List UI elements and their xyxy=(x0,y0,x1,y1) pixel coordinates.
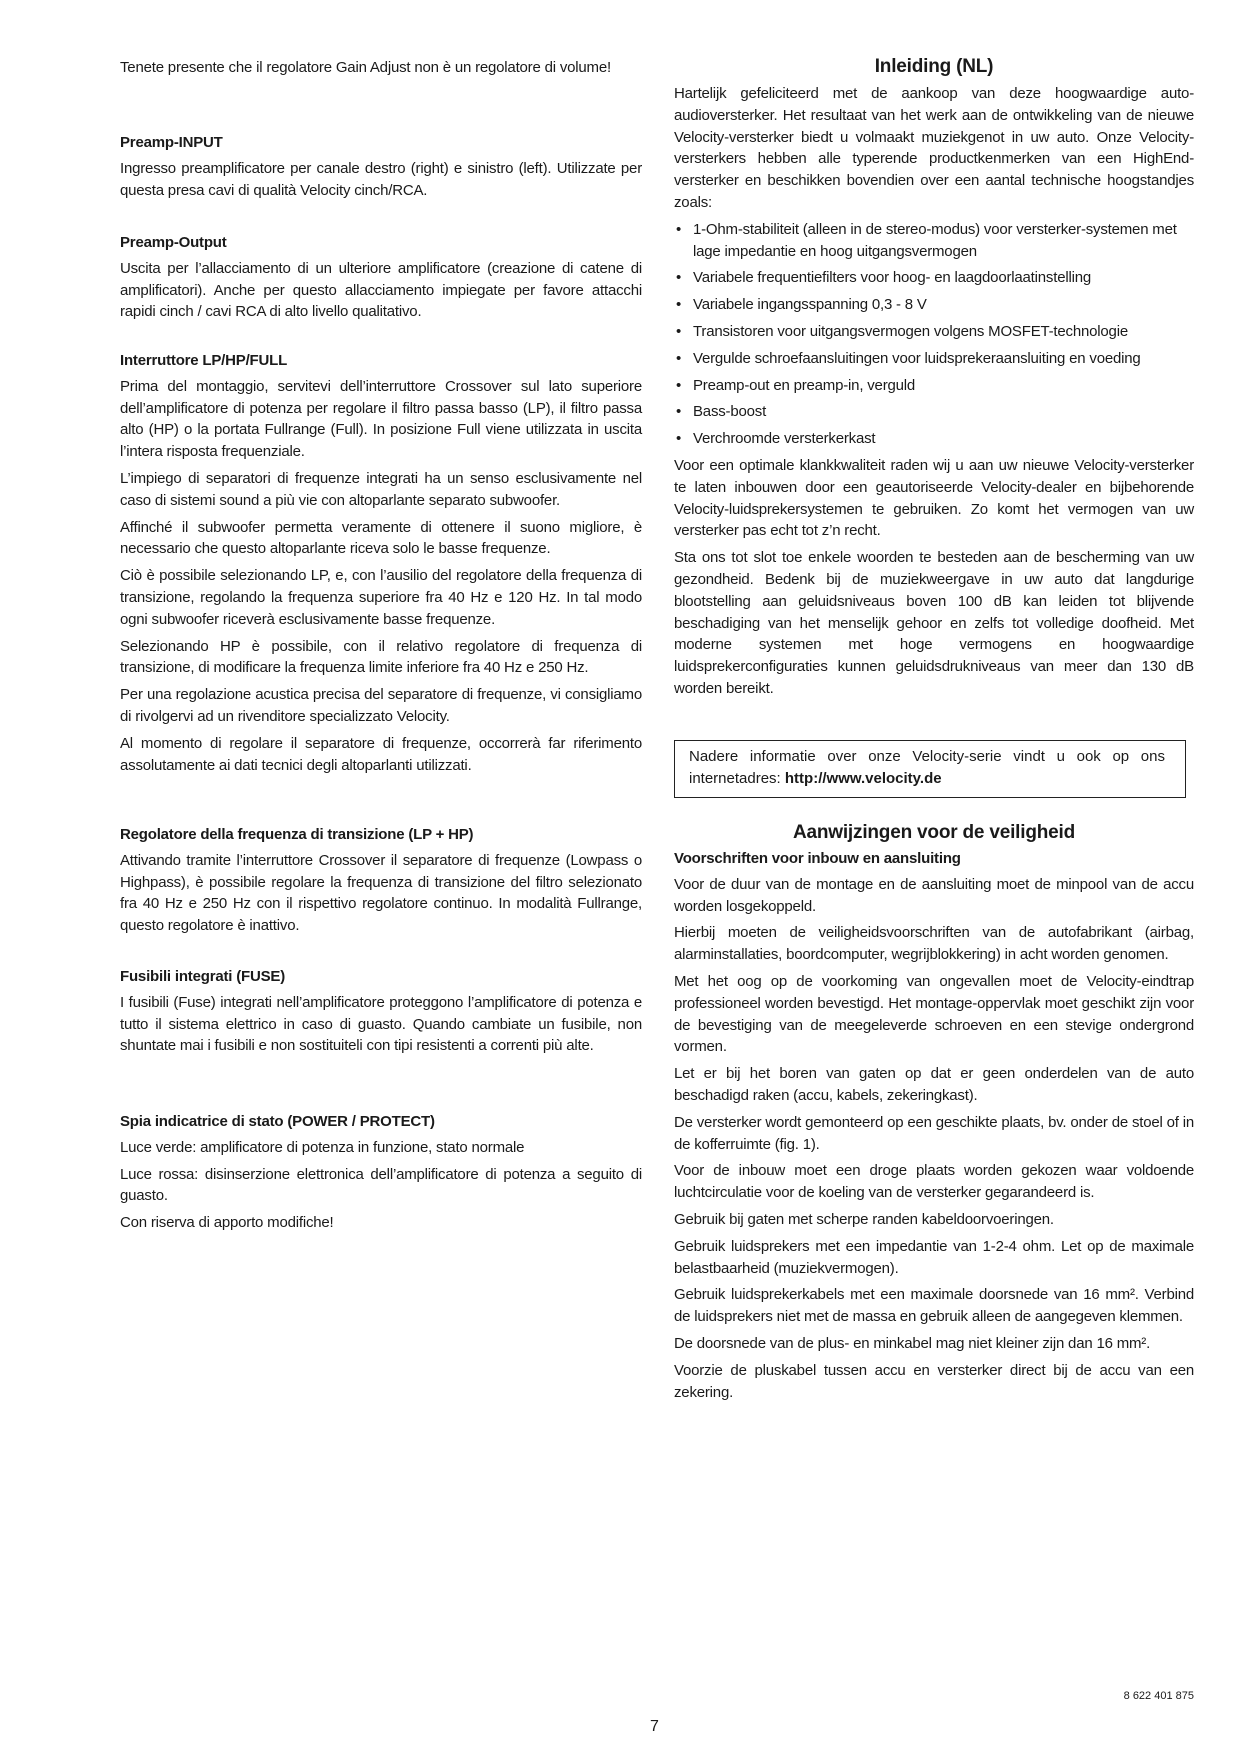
section-heading: Preamp-INPUT xyxy=(120,134,223,151)
section-title: Aanwijzingen voor de veiligheid xyxy=(792,822,1075,843)
paragraph: Per una regolazione acustica precisa del separatore di frequenze, vi consigliamo di rivolgervi ad un rivenditore specializzato Velocity. xyxy=(120,686,642,725)
paragraph: Hierbij moeten de veiligheidsvoorschriften van de autofabrikant (airbag, alarminstallaties, boordcomputer, wegrijblokkering) in acht worden genomen. xyxy=(674,924,1194,964)
section-heading: Fusibili integrati (FUSE) xyxy=(120,968,286,985)
paragraph: Al momento di regolare il separatore di frequenze, occorrerà far riferimento assolutamente ai dati tecnici degli altoparlanti utilizzati. xyxy=(120,734,642,774)
paragraph: Selezionando HP è possibile, con il relativo regolatore di frequenza di transizione, di modificare la frequenza limite inferiore fra 40 Hz e 250 Hz. xyxy=(120,637,642,677)
section-safety xyxy=(674,820,1194,1408)
paragraph: Gebruik luidsprekerkabels met een maximale doorsnede van 16 mm². Verbind de luidsprekers niet met de massa en gebruik alleen de aangegeven klemmen. xyxy=(674,1286,1194,1326)
paragraph: Voor de duur van de montage en de aansluiting moet de minpool van de accu worden losgekoppeld. xyxy=(674,875,1194,915)
paragraph: Voor een optimale klankkwaliteit raden wij u aan uw nieuwe Velocity-versterker te laten inbouwen door een geautoriseerde Velocity-dealer en bijbehorende Velocity-luidsprekersystemen te gebruiken. Zo komt het vermogen van uw versterker pas echt tot z’n recht. xyxy=(674,456,1194,540)
paragraph: Con riserva di apporto modifiche! xyxy=(120,1214,334,1232)
section-inleiding xyxy=(674,54,1194,705)
list-item: • Transistoren voor uitgangsvermogen volgens MOSFET-technologie xyxy=(674,321,1194,343)
list-item: • Verchroomde versterkerkast xyxy=(674,428,1194,450)
paragraph: Voorzie de pluskabel tussen accu en versterker direct bij de accu van een zekering. xyxy=(674,1361,1194,1401)
section-heading: Interruttore LP/HP/FULL xyxy=(120,352,288,369)
paragraph: I fusibili (Fuse) integrati nell’amplificatore proteggono l’amplificatore di potenza e tutto il sistema elettrico in caso di guasto. Quando cambiate un fusibile, non shuntate mai i fusibili e non sostituiteli con tipi resistenti a correnti più alte. xyxy=(120,993,642,1055)
paragraph: Affinché il subwoofer permetta veramente di ottenere il suono migliore, è necessario che questo altoparlante riceva solo le basse frequenze. xyxy=(120,518,642,558)
section-heading: Preamp-Output xyxy=(120,234,227,251)
section-subheading: Voorschriften voor inbouw en aansluiting xyxy=(674,850,961,867)
page-number: 7 xyxy=(650,1718,659,1735)
intro-note xyxy=(120,57,642,84)
paragraph: Uscita per l’allacciamento di un ulteriore amplificatore (creazione di catene di amplificatori). Anche per questo allacciamento impiegate per favore attacchi rapidi cinch / cavi RCA di alto livello qualitativo. xyxy=(120,259,642,321)
section-preamp-input xyxy=(120,132,642,206)
section-preamp-output xyxy=(120,232,642,328)
list-item: • Variabele ingangsspanning 0,3 - 8 V xyxy=(674,294,1194,316)
paragraph: Voor de inbouw moet een droge plaats worden gekozen waar voldoende luchtcirculatie voor de koeling van de versterker gegarandeerd is. xyxy=(674,1162,1194,1202)
list-item: • Preamp-out en preamp-in, verguld xyxy=(674,375,1194,397)
paragraph: Attivando tramite l’interruttore Crossover il separatore di frequenze (Lowpass o Highpass), è possibile regolare la frequenza di transizione del filtro selezionato fra 40 Hz e 250 Hz con il rispettivo regolatore continuo. In modalità Fullrange, questo regolatore è inattivo. xyxy=(120,851,642,935)
info-text: Nadere informatie over onze Velocity-serie vindt u ook op ons internetadres: xyxy=(689,748,1165,787)
paragraph: Hartelijk gefeliciteerd met de aankoop van deze hoogwaardige auto-audioversterker. Het resultaat van het werk aan de ontwikkeling van de nieuwe Velocity-versterker biedt u volmaakt muziekgenot in uw auto. Onze Velocity-versterkers hebben alle typerende productkenmerken van een HighEnd-versterker en beschikken bovendien over een aantal technische hoogstandjes zoals: xyxy=(674,85,1194,211)
list-item: • Variabele frequentiefilters voor hoog- en laagdoorlaatinstelling xyxy=(674,267,1194,289)
paragraph: Prima del montaggio, servitevi dell’interruttore Crossover sul lato superiore dell’amplificatore di potenza per regolare il filtro passa basso (LP), il filtro passa alto (HP) o la portata Fullrange (Full). In posizione Full viene utilizzata in uscita l’intera risposta frequenziale. xyxy=(120,377,642,461)
list-item: • Bass-boost xyxy=(674,401,1194,423)
paragraph: Luce verde: amplificatore di potenza in funzione, stato normale xyxy=(120,1138,525,1156)
paragraph: Luce rossa: disinserzione elettronica dell’amplificatore di potenza a seguito di guasto. xyxy=(120,1165,642,1205)
paragraph: De versterker wordt gemonteerd op een geschikte plaats, bv. onder de stoel of in de kofferruimte (fig. 1). xyxy=(674,1113,1194,1153)
list-item: • Vergulde schroefaansluitingen voor luidsprekeraansluiting en voeding xyxy=(674,348,1194,370)
section-regolatore xyxy=(120,824,642,942)
website-link[interactable]: http://www.velocity.de xyxy=(784,769,942,787)
section-interruttore xyxy=(120,350,642,781)
paragraph: L’impiego di separatori di frequenze integrati ha un senso esclusivamente nel caso di sistemi sound a più vie con altoparlante separato subwoofer. xyxy=(120,469,642,509)
paragraph: Sta ons tot slot toe enkele woorden te besteden aan de bescherming van uw gezondheid. Bedenk bij de muziekweergave in uw auto dat langdurige blootstelling aan geluidsniveaus boven 100 dB kan leiden tot blijvende beschadiging van het menselijk gehoor en zelfs tot volledige doofheid. Met moderne systemen met hoge vermogens en hoogwaardige luidsprekerconfiguraties kunnen geluidsdrukniveaus van meer dan 130 dB worden bereikt. xyxy=(674,549,1194,697)
section-heading: Spia indicatrice di stato (POWER / PROTECT) xyxy=(120,1113,435,1130)
info-box xyxy=(674,740,1186,798)
paragraph: Ciò è possibile selezionando LP, e, con l’ausilio del regolatore della frequenza di transizione, regolando la frequenza superiore fra 40 Hz e 120 Hz. In tal modo ogni subwoofer riceverà esclusivamente basse frequenze. xyxy=(120,567,642,628)
feature-list xyxy=(674,219,1194,450)
paragraph: De doorsnede van de plus- en minkabel mag niet kleiner zijn dan 16 mm². xyxy=(674,1334,1151,1352)
section-heading: Regolatore della frequenza di transizione (LP + HP) xyxy=(120,826,474,843)
paragraph: Let er bij het boren van gaten op dat er geen onderdelen van de auto beschadigd raken (accu, kabels, zekeringkast). xyxy=(674,1065,1194,1104)
paragraph: Gebruik bij gaten met scherpe randen kabeldoorvoeringen. xyxy=(674,1210,1054,1228)
section-title: Inleiding (NL) xyxy=(874,56,994,77)
list-item: • 1-Ohm-stabiliteit (alleen in de stereo-modus) voor versterker-systemen met lage impedantie en hoog uitgangsvermogen xyxy=(674,219,1194,263)
section-spia xyxy=(120,1111,642,1239)
paragraph: Gebruik luidsprekers met een impedantie van 1-2-4 ohm. Let op de maximale belastbaarheid (muziekvermogen). xyxy=(674,1237,1194,1277)
paragraph: Met het oog op de voorkoming van ongevallen moet de Velocity-eindtrap professioneel worden bevestigd. Het montage-oppervlak moet geschikt zijn voor de bevestiging van de meegeleverde schroeven en een stevige ondergrond vormen. xyxy=(674,972,1194,1056)
section-fusibili xyxy=(120,966,642,1062)
document-code: 8 622 401 875 xyxy=(1123,1690,1194,1702)
paragraph: Tenete presente che il regolatore Gain Adjust non è un regolatore di volume! xyxy=(120,59,611,76)
paragraph: Ingresso preamplificatore per canale destro (right) e sinistro (left). Utilizzate per questa presa cavi di qualità Velocity cinch/RCA. xyxy=(120,159,642,199)
